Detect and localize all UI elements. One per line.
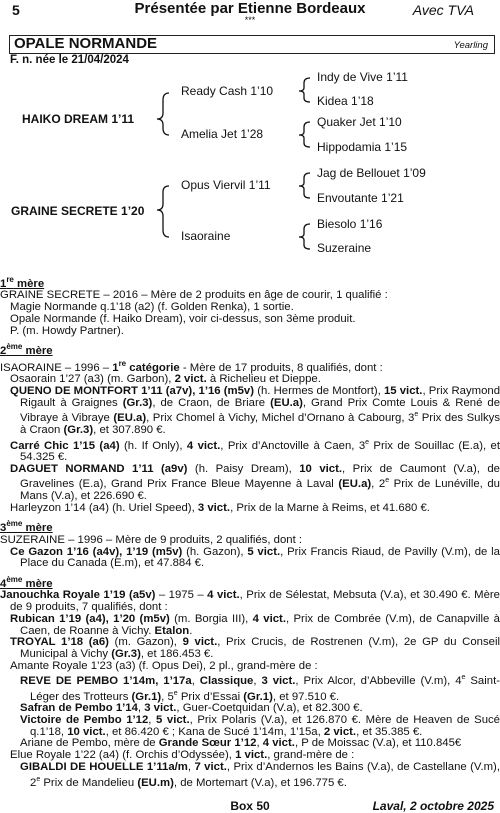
dam-summary: GRAINE SECRETE – 2016 – Mère de 2 produits en âge de courir, 1 qualifié : [0,289,388,302]
produce-line: GIBALDI DE HOUELLE 1’11a/m, 7 vict., Prix d’Andernos les Bains (V.a), de Castellane (V.m), 2e Prix de Mandelieu (EU.m), de Mortemart (V.a), et 196.775 €. [20,760,500,789]
vat-note: Avec TVA [412,2,474,18]
produce-line: Harleyzon 1’14 (a4) (h. Uriel Speed), 3 vict., Prix de la Marne à Reims, et 41.680 €. [10,501,430,514]
produce-line: Victoire de Pembo 1’12, 5 vict., Prix Polaris (V.a), et 126.870 €. Mère de Heaven de Sucé q.1’18, 10 vict., et 86.420 € ; Kana de Sucé 1’14m, 1’15a, 2 vict., et 35.385 €. [20,714,500,738]
produce-line: Osaorain 1’27 (a3) (m. Garbon), 2 vict. à Richelieu et Dieppe. [10,373,321,386]
family-notes [0,270,500,789]
ancestor: Jag de Bellouet 1’09 [317,166,426,180]
produce-line: Amante Royale 1’23 (a3) (f. Opus Dei), 2 pl., grand-mère de : [10,659,318,672]
produce-line: Janouchka Royale 1’19 (a5v) – 1975 – 4 vict., Prix de Sélestat, Mebsuta (V.a), et 30.490 €. Mère de 9 produits, 7 qualifiés, dont : [0,589,500,614]
sale-date: Laval, 2 octobre 2025 [372,799,494,813]
horse-birth: F. n. née le 21/04/2024 [10,54,129,66]
presenter-title: Présentée par Etienne Bordeaux [134,0,366,17]
produce-line: Ariane de Pembo, mère de Grande Sœur 1’12, 4 vict., P de Moissac (V.a), et 110.845€ [20,737,462,750]
section-heading-1: 1re mère [0,275,45,290]
section-heading-4: 4ème mère [0,574,53,590]
produce-line: Magie Normande q.1’18 (a2) (f. Golden Renka), 1 sortie. [10,301,294,314]
ancestor: Hippodamia 1’15 [317,140,408,154]
ancestor: Suzeraine [317,241,372,255]
produce-line: Rubican 1’19 (a4), 1’20 (m5v) (m. Borgia III), 4 vict., Prix de Combrée (V.m), de Canapville à Caen, de Roanne à Vichy. Etalon. [10,612,500,637]
section-heading-3: 3ème mère [0,519,53,535]
dam-dam: Isaoraine [181,229,231,243]
produce-line: Opale Normande (f. Haiko Dream), voir ci-dessus, son 3ème produit. [10,312,356,325]
ancestor: Indy de Vive 1’11 [317,70,408,84]
dam-sire: Opus Viervil 1’11 [181,178,271,192]
ancestor: Quaker Jet 1’10 [317,115,402,129]
dam: GRAINE SECRETE 1’20 [11,204,145,218]
produce-line: QUENO DE MONTFORT 1’11 (a7v), 1’16 (m5v) (h. Hermes de Montfort), 15 vict., Prix Raymond Rigault à Graignes (Gr.3), de Craon, de Briare (EU.a), Grand Prix Comte Louis & René de Vibraye à Vibraye (EU.a), Prix Chomel à Vichy, Michel d’Ornano à Cabourg, 3e Prix des Sulkys à Craon (Gr.3), et 307.890 €. [10,384,500,436]
ancestor: Envoutante 1’21 [317,191,404,205]
produce-line: Carré Chic 1’15 (a4) (h. If Only), 4 vict., Prix d’Anctoville à Caen, 3e Prix de Souillac (E.a), et 54.325 €. [10,438,500,464]
lot-number: 5 [12,2,20,18]
stars: *** [244,15,256,25]
produce-line: Safran de Pembo 1’14, 3 vict., Guer-Coetquidan (V.a), et 82.300 €. [20,702,363,715]
sire: HAIKO DREAM 1’11 [22,112,135,126]
box-number: Box 50 [230,799,270,813]
produce-line: Ce Gazon 1’16 (a4v), 1’19 (m5v) (h. Gazon), 5 vict., Prix Francis Riaud, de Pavilly (V.m), de la Place du Canada (E.m), et 47.884 €. [10,545,500,570]
sire-sire: Ready Cash 1’10 [181,84,274,98]
horse-category: Yearling [453,40,488,51]
produce-line: TROYAL 1’18 (a6) (m. Gazon), 9 vict., Prix Crucis, de Rostrenen (V.m), 2e GP du Conseil Municipal à Vichy (Gr.3), et 186.453 €. [10,636,500,660]
dam-summary: SUZERAINE – 1996 – Mère de 9 produits, 2 qualifiés, dont : [0,533,303,546]
produce-line: DAGUET NORMAND 1’11 (a9v) (h. Paisy Dream), 10 vict., Prix de Caumont (V.a), de Gravelines (E.a), Grand Prix France Bleue Mayenne à Laval (EU.a), 2e Prix de Lunéville, du Mans (V.a), et 226.690 €. [10,462,500,502]
produce-line: P. (m. Howdy Partner). [10,324,124,337]
produce-line: REVE DE PEMBO 1’14m, 1’17a, Classique, 3 vict., Prix Alcor, d’Abbeville (V.m), 4e Saint-Léger des Trotteurs (Gr.1), 5e Prix d’Essai (Gr.1), et 97.510 €. [20,674,500,703]
ancestor: Kidea 1’18 [317,94,374,108]
horse-name: OPALE NORMANDE [14,35,158,52]
ancestor: Biesolo 1’16 [317,217,383,231]
dam-summary: ISAORAINE – 1996 – 1re catégorie - Mère de 17 produits, 8 qualifiés, dont : [0,358,383,374]
section-heading-2: 2ème mère [0,342,53,358]
produce-line: Elue Royale 1’22 (a4) (f. Orchis d’Odyssée), 1 vict., grand-mère de : [10,749,355,762]
sire-dam: Amelia Jet 1’28 [181,127,264,141]
